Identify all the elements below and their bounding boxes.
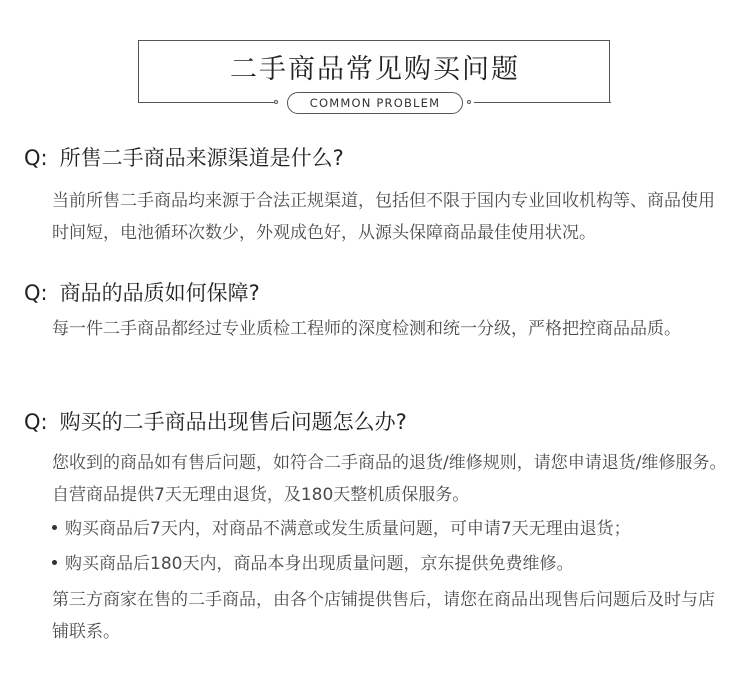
bullet-dot <box>52 560 57 565</box>
question-text: 商品的品质如何保障? <box>59 281 260 305</box>
subtitle-rule-left <box>138 102 274 103</box>
question-text: 所售二手商品来源渠道是什么? <box>59 146 344 170</box>
list-item-text: 购买商品后180天内，商品本身出现质量问题，京东提供免费维修。 <box>65 554 574 574</box>
page-title: 二手商品常见购买问题 <box>230 54 520 85</box>
bullet-dot <box>52 525 57 530</box>
list-item <box>52 513 728 545</box>
faq-note-3: 第三方商家在售的二手商品，由各个店铺提供售后，请您在商品出现售后问题后及时与店铺联系。 <box>52 590 715 642</box>
q-label: Q: <box>24 281 48 305</box>
question-text: 购买的二手商品出现售后问题怎么办? <box>59 410 407 434</box>
faq-question-1 <box>24 143 344 173</box>
page-subtitle: COMMON PROBLEM <box>287 92 463 114</box>
faq-answer-2: 每一件二手商品都经过专业质检工程师的深度检测和统一分级，严格把控商品品质。 <box>52 319 681 339</box>
list-item <box>52 548 728 580</box>
faq-question-3 <box>24 407 407 437</box>
faq-answer-1: 当前所售二手商品均来源于合法正规渠道，包括但不限于国内专业回收机构等、商品使用时间短，电池循环次数少，外观成色好，从源头保障商品最佳使用状况。 <box>52 191 715 243</box>
list-item-text: 购买商品后7天内，对商品不满意或发生质量问题，可申请7天无理由退货； <box>65 519 631 539</box>
subtitle-rule-right <box>474 102 611 103</box>
q-label: Q: <box>24 146 48 170</box>
faq-answer-3: 您收到的商品如有售后问题，如符合二手商品的退货/维修规则，请您申请退货/维修服务。自营商品提供7天无理由退货，及180天整机质保服务。 <box>52 453 727 505</box>
q-label: Q: <box>24 410 48 434</box>
faq-question-2 <box>24 278 260 308</box>
subtitle-dot-right <box>467 100 471 104</box>
subtitle-dot-left <box>274 100 278 104</box>
